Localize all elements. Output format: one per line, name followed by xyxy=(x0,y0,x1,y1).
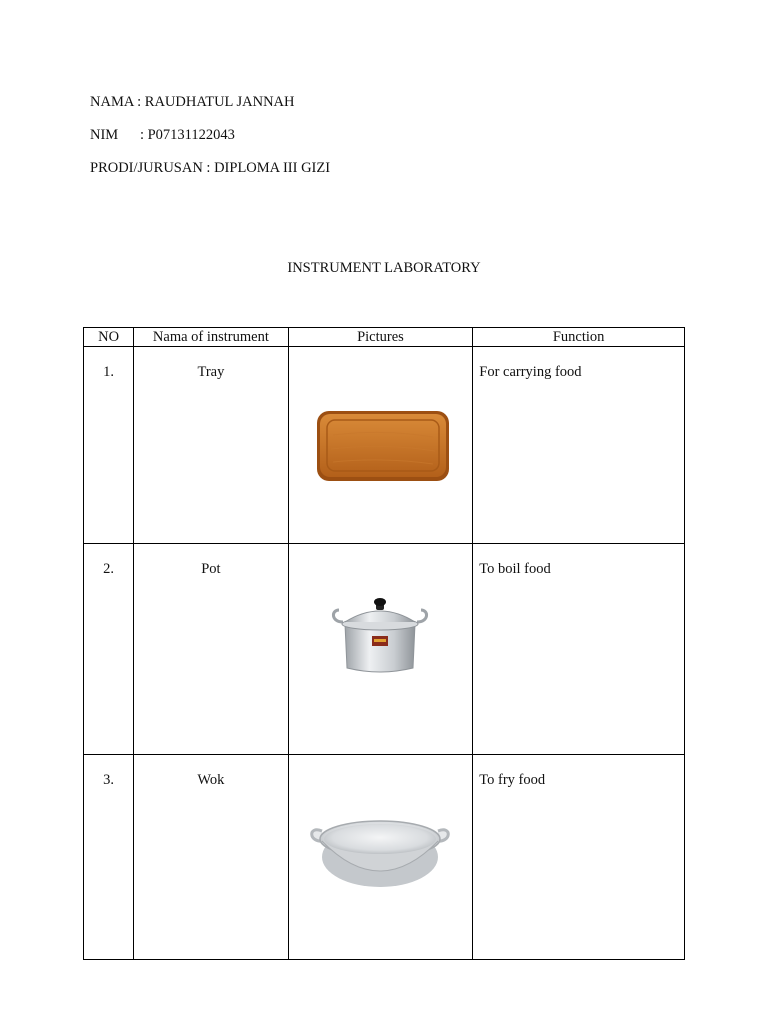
table-row xyxy=(84,544,685,755)
instrument-name: Tray xyxy=(134,347,289,544)
instrument-name: Wok xyxy=(134,755,289,960)
instrument-function: To boil food xyxy=(473,544,685,755)
student-nim: NIM : P07131122043 xyxy=(90,127,235,143)
instrument-name: Pot xyxy=(134,544,289,755)
instrument-picture xyxy=(288,544,473,755)
table-header-row xyxy=(84,328,685,347)
row-number: 2. xyxy=(84,544,134,755)
header-pictures: Pictures xyxy=(288,328,473,347)
wok-icon xyxy=(300,773,460,923)
header-name: Nama of instrument xyxy=(134,328,289,347)
instrument-table xyxy=(83,327,685,960)
header-function: Function xyxy=(473,328,685,347)
instrument-function: For carrying food xyxy=(473,347,685,544)
document-title: INSTRUMENT LABORATORY xyxy=(287,260,481,276)
row-number: 3. xyxy=(84,755,134,960)
instrument-picture xyxy=(288,347,473,544)
header-no: NO xyxy=(84,328,134,347)
table-row xyxy=(84,755,685,960)
student-name: NAMA : RAUDHATUL JANNAH xyxy=(90,94,295,110)
instrument-picture xyxy=(288,755,473,960)
pot-icon xyxy=(325,594,435,684)
table-row xyxy=(84,347,685,544)
instrument-function: To fry food xyxy=(473,755,685,960)
student-program: PRODI/JURUSAN : DIPLOMA III GIZI xyxy=(90,160,331,176)
row-number: 1. xyxy=(84,347,134,544)
tray-icon xyxy=(305,365,455,515)
